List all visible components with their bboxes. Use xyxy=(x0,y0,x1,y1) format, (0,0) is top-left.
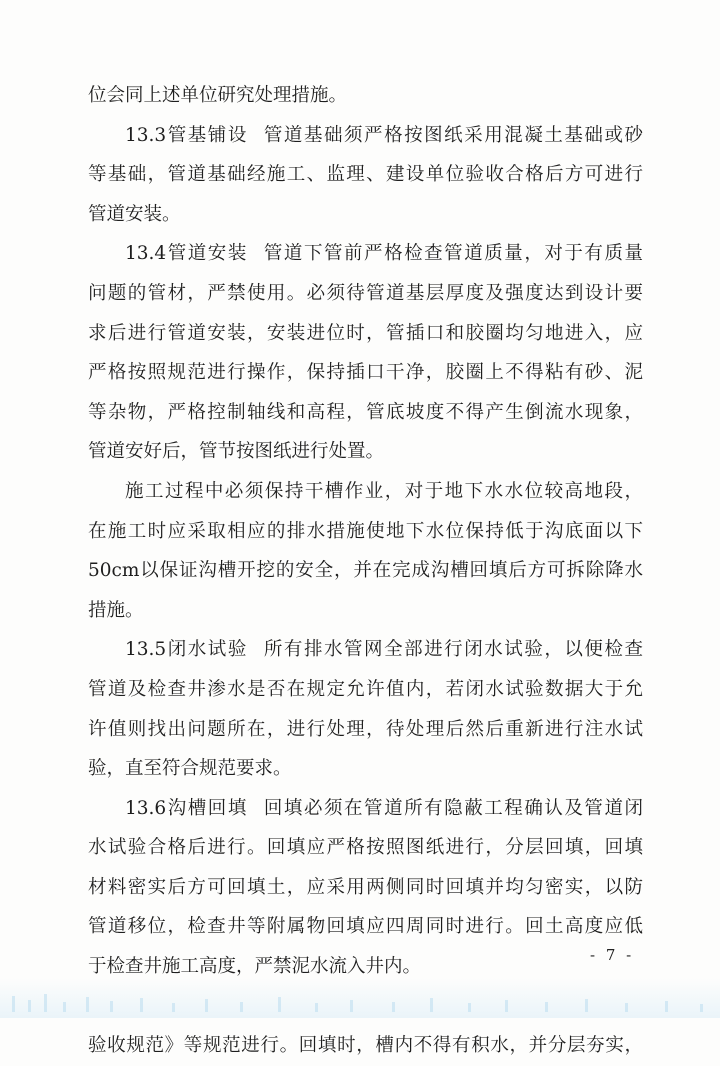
text-line: 求后进行管道安装，安装进位时，管插口和胶圈均匀地进入，应 xyxy=(88,322,643,344)
section-title: 13.6沟槽回填 xyxy=(125,797,248,819)
text-line: 措施。 xyxy=(88,599,144,621)
text-line: 在施工时应采取相应的排水措施使地下水位保持低于沟底面以下 xyxy=(88,520,643,542)
text-line: 于检查井施工高度，严禁泥水流入井内。 xyxy=(88,956,422,978)
section-heading-line: 13.6沟槽回填 回填必须在管道所有隐蔽工程确认及管道闭 xyxy=(125,797,643,819)
section-title: 13.3管基铺设 xyxy=(125,124,248,146)
text-line: 管道移位，检查井等附属物回填应四周同时进行。回土高度应低 xyxy=(88,916,643,938)
text-line: 等基础，管道基础经施工、监理、建设单位验收合格后方可进行 xyxy=(88,164,643,186)
text-line: 等杂物，严格控制轴线和高程，管底坡度不得产生倒流水现象， xyxy=(88,401,643,423)
text-line: 验，直至符合规范要求。 xyxy=(88,758,292,780)
paragraph-first-line: 施工过程中必须保持干槽作业，对于地下水水位较高地段， xyxy=(125,480,643,502)
text-line: 50cm以保证沟槽开挖的安全，并在完成沟槽回填后方可拆除降水 xyxy=(88,560,643,582)
text-line: 水试验合格后进行。回填应严格按照图纸进行，分层回填，回填 xyxy=(88,837,643,859)
text-line: 管道安好后，管节按图纸进行处置。 xyxy=(88,441,385,463)
section-title: 13.4管道安装 xyxy=(125,243,248,265)
text-line: 管道及检查井渗水是否在规定允许值内，若闭水试验数据大于允 xyxy=(88,678,643,700)
text-line: 材料密实后方可回填土，应采用两侧同时回填并均匀密实，以防 xyxy=(88,876,643,898)
text-line: 严格按照规范进行操作，保持插口干净，胶圈上不得粘有砂、泥 xyxy=(88,362,643,384)
text-line: 问题的管材，严禁使用。必须待管道基层厚度及强度达到设计要 xyxy=(88,282,643,304)
text-line: 许值则找出问题所在，进行处理，待处理后然后重新进行注水试 xyxy=(88,718,643,740)
section-heading-line: 13.3管基铺设 管道基础须严格按图纸采用混凝土基础或砂 xyxy=(125,124,643,146)
page-number: - 7 - xyxy=(590,946,635,964)
scan-edge-strip xyxy=(0,978,720,1018)
document-body xyxy=(88,76,643,1066)
section-heading-line: 13.5闭水试验 所有排水管网全部进行闭水试验，以便检查 xyxy=(125,639,643,661)
text-line: 管道安装。 xyxy=(88,203,181,225)
text-line: 验收规范》等规范进行。回填时，槽内不得有积水，并分层夯实， xyxy=(88,1035,643,1057)
text-line: 位会同上述单位研究处理措施。 xyxy=(88,85,348,106)
section-heading-line: 13.4管道安装 管道下管前严格检查管道质量，对于有质量 xyxy=(125,243,643,265)
section-title: 13.5闭水试验 xyxy=(125,639,248,661)
